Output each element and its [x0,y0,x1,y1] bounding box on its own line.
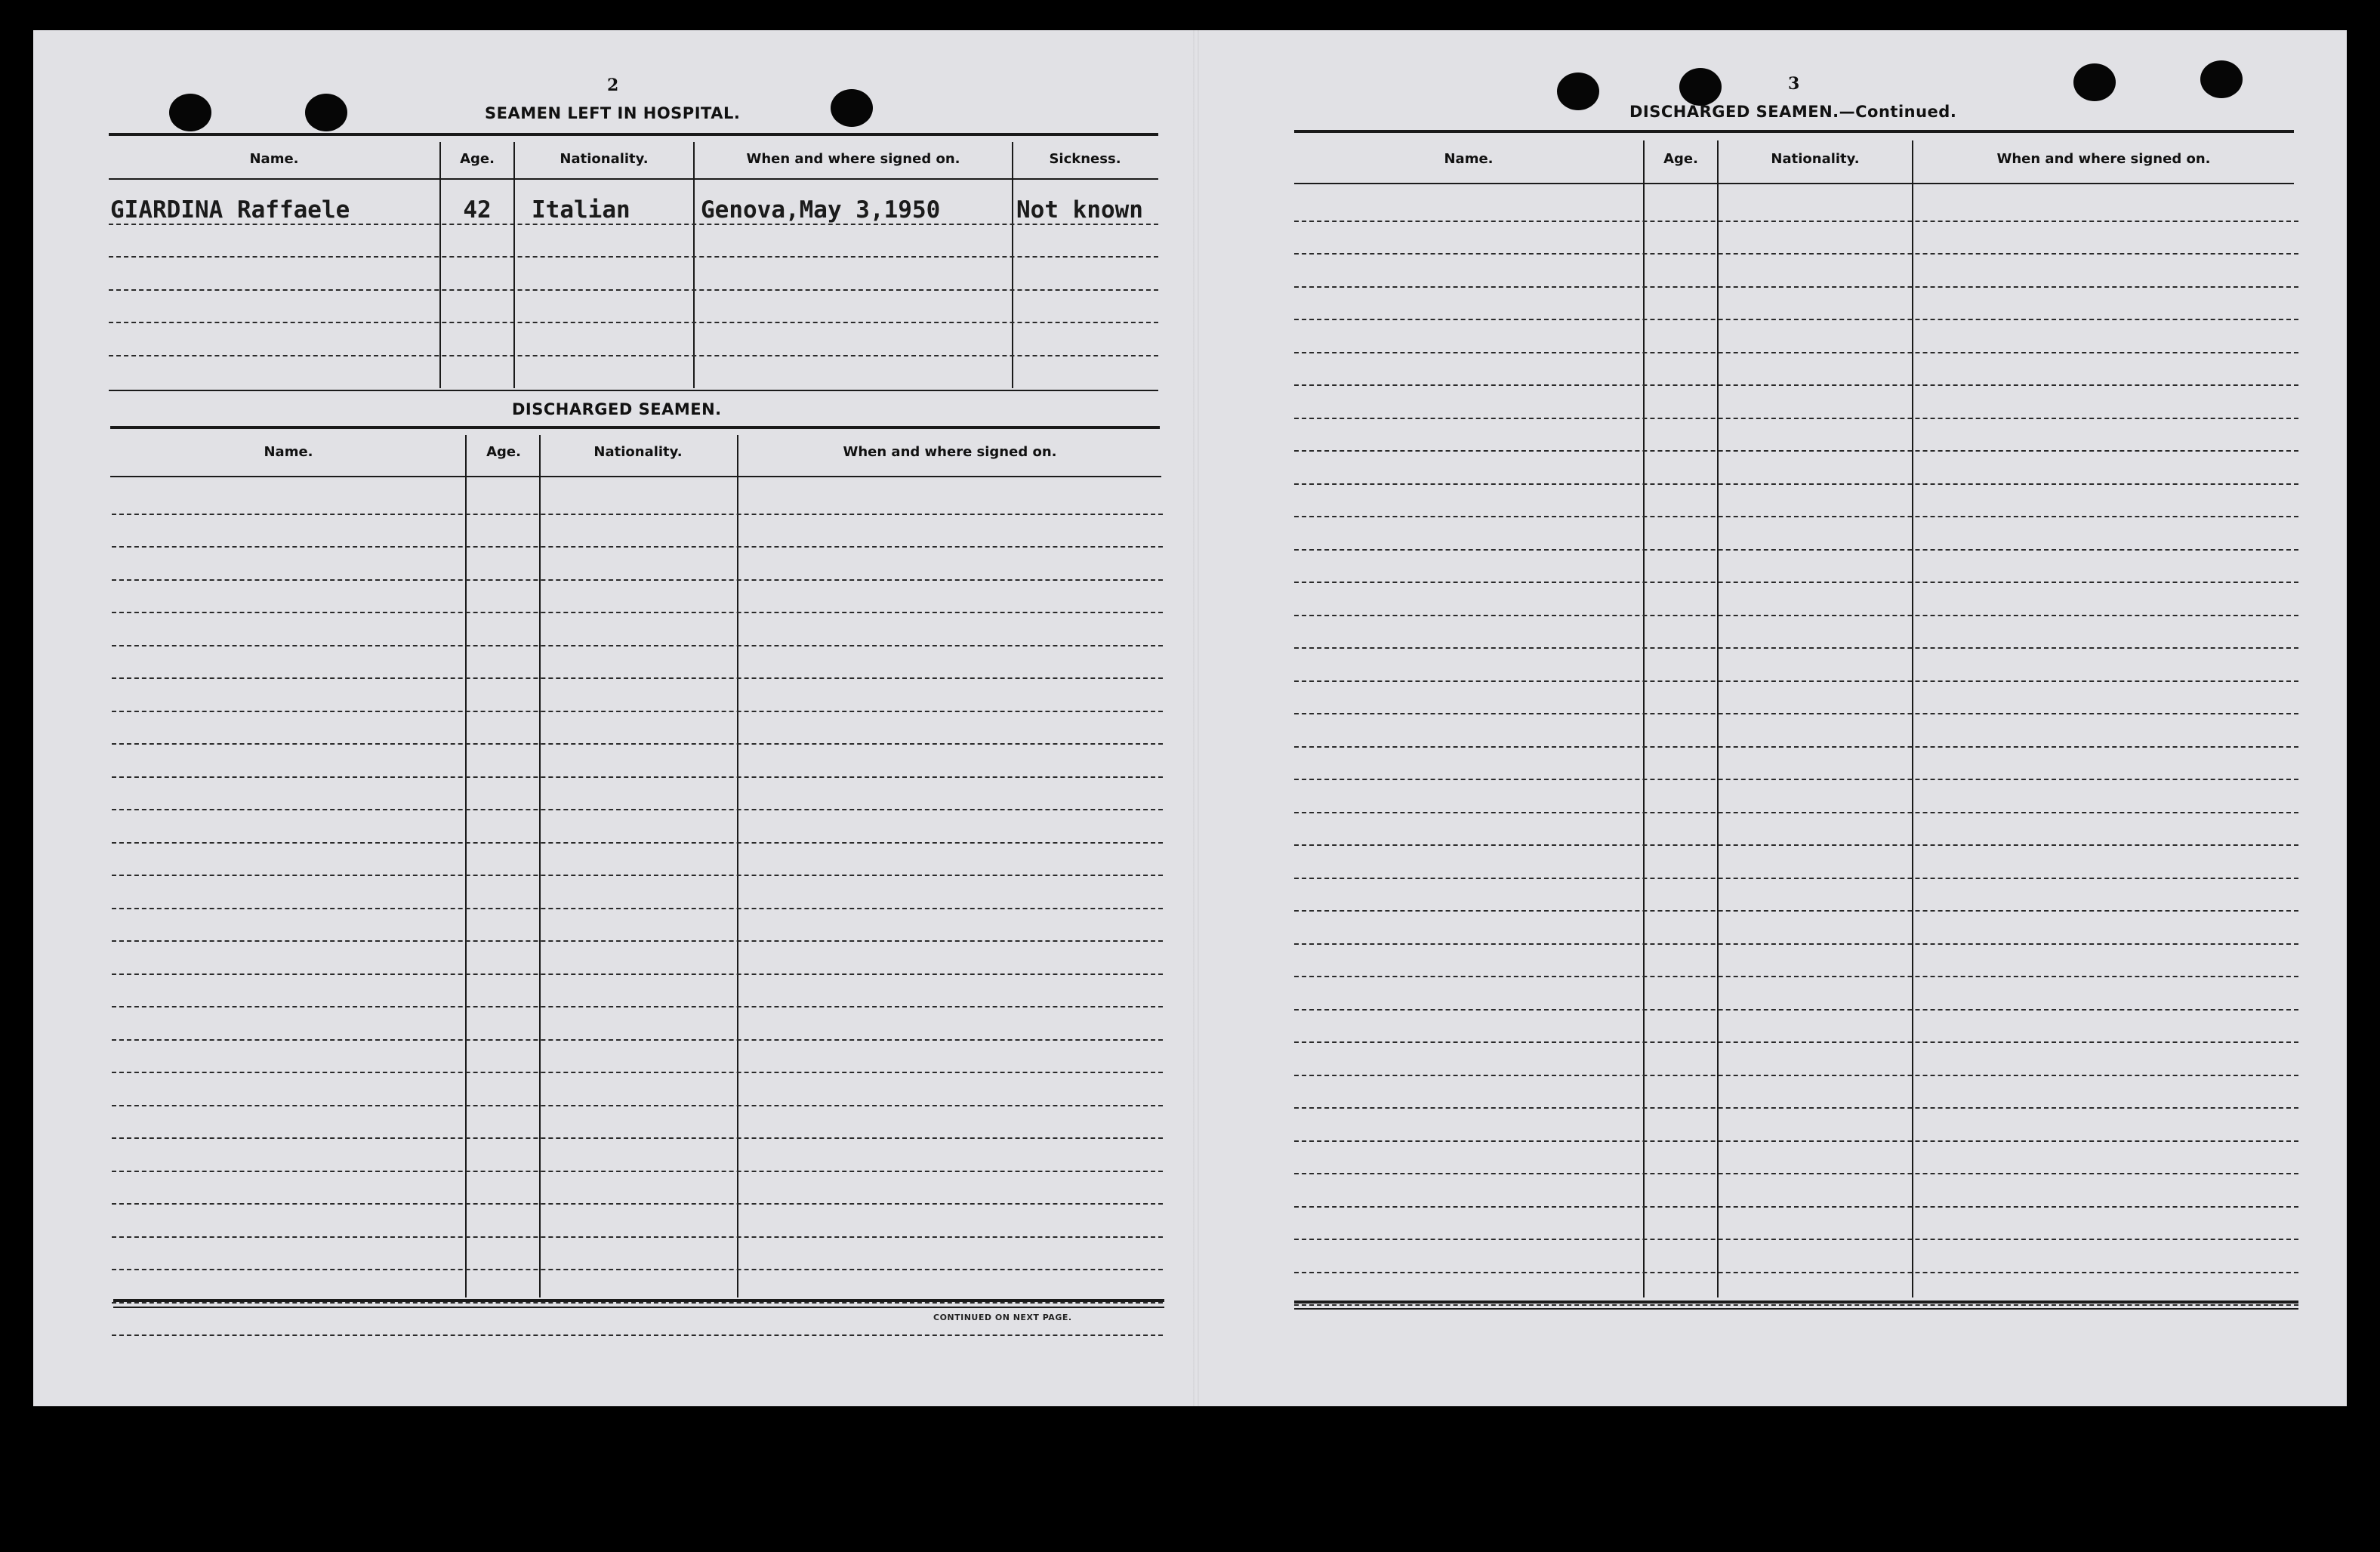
col-header-name: Name. [264,444,313,460]
table-row [1294,583,2298,616]
discharged-section-title: DISCHARGED SEAMEN. [512,400,722,418]
table-row [112,1139,1163,1172]
col-header-age: Age. [1663,151,1698,167]
table-row [112,1073,1163,1106]
manifest-sheet [33,30,2347,1406]
table-row [112,482,1163,515]
table-top-rule [1294,130,2294,133]
table-row [1294,649,2298,682]
table-row [112,646,1163,680]
table-row [1294,1010,2298,1044]
table-row [1294,386,2298,419]
table-row [109,258,1158,291]
discharged-continued-title: DISCHARGED SEAMEN.—Continued. [1629,103,1957,121]
punch-hole [169,94,211,131]
punch-hole [1679,68,1722,106]
table-row [1294,517,2298,551]
col-header-name: Name. [1444,151,1494,167]
table-row [112,1270,1163,1304]
table-row [112,548,1163,581]
cell-age: 42 [463,196,492,224]
col-header-signed-on: When and where signed on. [1996,151,2211,167]
table-bottom-rule [1294,1308,2298,1310]
table-row [109,323,1158,356]
table-row [1294,189,2298,222]
page-number: 3 [1788,74,1800,94]
table-row [1294,846,2298,879]
table-row [1294,485,2298,518]
header-rule [110,476,1161,477]
cell-nationality: Italian [532,196,630,224]
discharged-continued-rows [1294,189,2298,1306]
table-row [1294,419,2298,452]
table-row [109,291,1158,324]
table-row [112,778,1163,811]
table-row [112,613,1163,646]
table-row [112,745,1163,778]
table-row [1294,551,2298,584]
table-row [1294,682,2298,715]
table-row [112,876,1163,909]
table-row [109,225,1158,258]
table-row [1294,320,2298,353]
table-row [1294,879,2298,912]
table-row [112,1172,1163,1205]
table-bottom-rule [113,1299,1164,1302]
col-header-nationality: Nationality. [560,151,649,167]
table-top-rule [109,133,1158,136]
table-row [112,975,1163,1008]
table-row [1294,288,2298,321]
table-row [112,810,1163,844]
table-bottom-rule [1294,1301,2298,1304]
table-row [1294,1109,2298,1142]
table-row [1294,813,2298,847]
discharged-rows [112,482,1163,1336]
table-row [1294,255,2298,288]
table-row [112,581,1163,614]
cell-signed-on: Genova,May 3,1950 [701,196,941,224]
table-bottom-rule [113,1307,1164,1308]
header-rule [1294,183,2294,184]
cell-name: GIARDINA Raffaele [110,196,350,224]
table-row [112,1007,1163,1041]
cell-sickness: Not known [1016,196,1143,224]
table-row [1294,945,2298,978]
table-row [112,515,1163,548]
table-row [112,844,1163,877]
table-row [1294,912,2298,945]
table-row [1294,452,2298,485]
table-row [1294,1043,2298,1076]
col-header-signed-on: When and where signed on. [843,444,1057,460]
table-row [1294,1076,2298,1109]
table-row [1294,748,2298,781]
continued-note: CONTINUED ON NEXT PAGE. [933,1313,1072,1322]
table-row [112,1106,1163,1140]
table-row [1294,714,2298,748]
col-header-nationality: Nationality. [1771,151,1860,167]
table-row [1294,1208,2298,1241]
table-row [112,1238,1163,1271]
table-row [112,712,1163,745]
table-row [1294,780,2298,813]
punch-hole [831,89,873,127]
left-page [33,30,1196,1406]
page-number: 2 [607,76,619,95]
table-row [1294,222,2298,255]
table-row [1294,1240,2298,1273]
table-row [112,909,1163,943]
col-header-nationality: Nationality. [593,444,683,460]
table-top-rule [110,426,1160,429]
punch-hole [305,94,347,131]
punch-hole [1557,73,1599,110]
table-row [1294,1174,2298,1208]
header-rule [109,178,1158,180]
table-row [112,1041,1163,1074]
table-row [112,679,1163,712]
punch-hole [2200,60,2243,98]
punch-hole [2073,63,2116,101]
table-row [112,942,1163,975]
table-row [1294,1142,2298,1175]
table-row [1294,977,2298,1010]
col-header-sickness: Sickness. [1049,151,1121,167]
col-header-name: Name. [249,151,299,167]
table-row [1294,616,2298,649]
hospital-section-title: SEAMEN LEFT IN HOSPITAL. [485,104,741,122]
table-row [1294,353,2298,387]
col-header-age: Age. [486,444,521,460]
col-header-age: Age. [460,151,495,167]
right-page [1196,30,2347,1406]
section-rule [109,390,1158,391]
table-row [112,1205,1163,1238]
col-header-signed-on: When and where signed on. [746,151,960,167]
